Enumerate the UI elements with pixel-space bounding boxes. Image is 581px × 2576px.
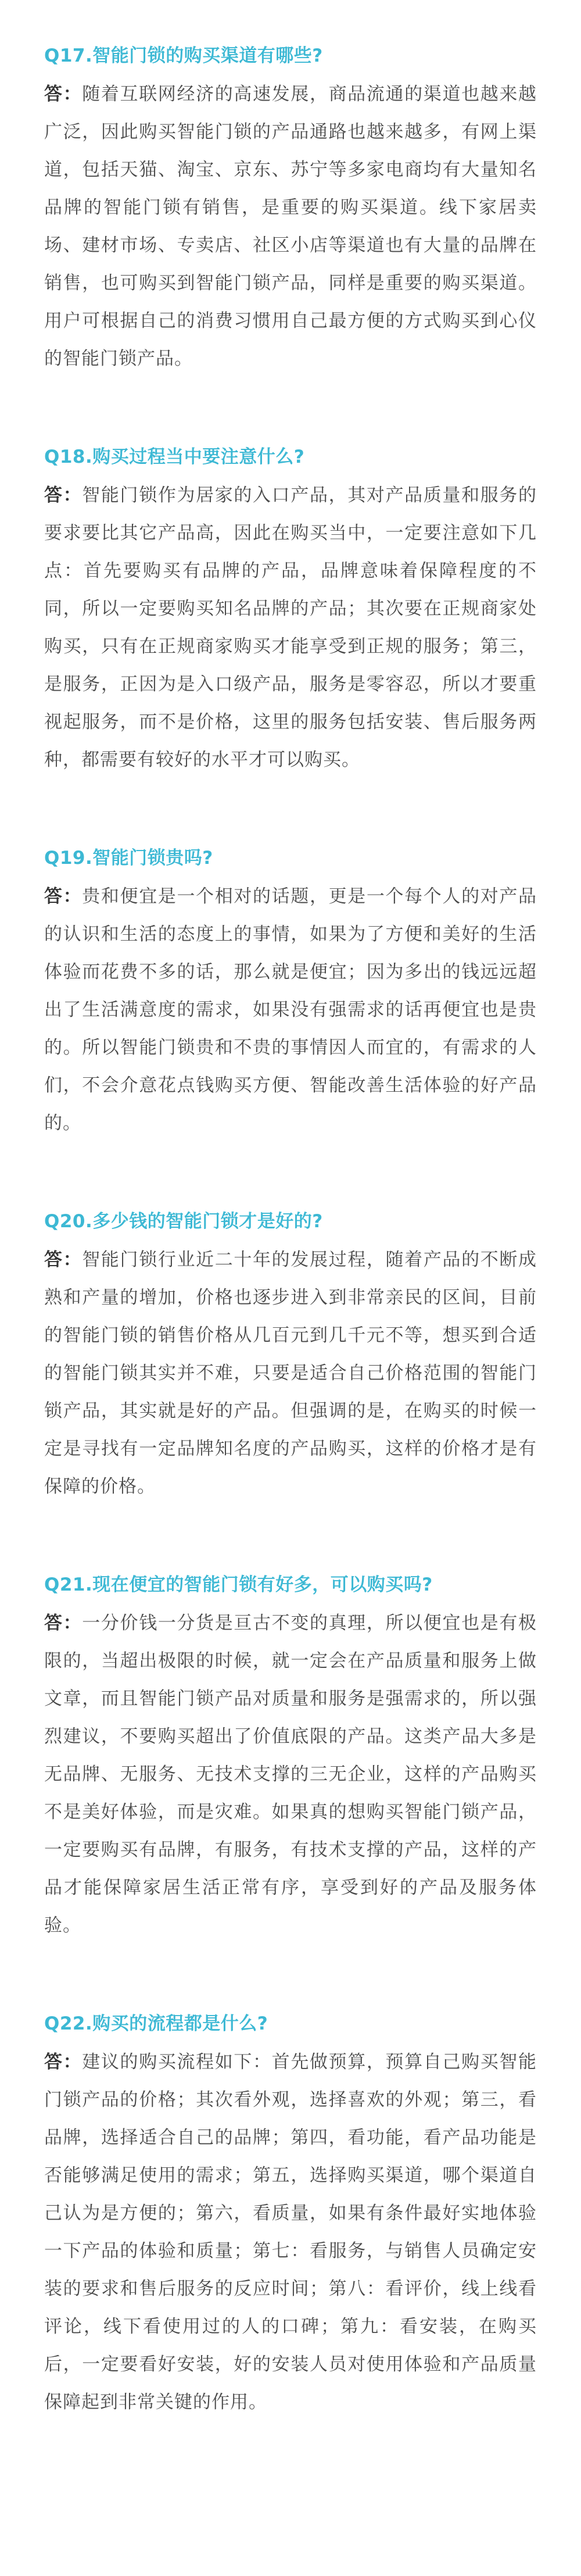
question-title: Q17.智能门锁的购买渠道有哪些?: [44, 45, 323, 66]
faq-item-q18: [44, 442, 537, 779]
answer-text: [44, 1241, 537, 1506]
question-title: Q20.多少钱的智能门锁才是好的?: [44, 1211, 323, 1232]
answer-text: [44, 1605, 537, 1945]
section-spacer: [44, 1142, 537, 1206]
answer-text: [44, 477, 537, 779]
answer-content: 贵和便宜是一个相对的话题，更是一个每个人的对产品的认识和生活的态度上的事情，如果为了方便和美好的生活体验而花费不多的话，那么就是便宜；因为多出的钱远远超出了生活满意度的需求，如果没有强需求的话再便宜也是贵的。所以智能门锁贵和不贵的事情因人而宜的，有需求的人们，不会介意花点钱购买方便、智能改善生活体验的好产品的。: [44, 886, 537, 1134]
answer-content: 随着互联网经济的高速发展，商品流通的渠道也越来越广泛，因此购买智能门锁的产品通路也越来越多，有网上渠道，包括天猫、淘宝、京东、苏宁等多家电商均有大量知名品牌的智能门锁有销售，是重要的购买渠道。线下家居卖场、建材市场、专卖店、社区小店等渠道也有大量的品牌在销售，也可购买到智能门锁产品，同样是重要的购买渠道。用户可根据自己的消费习惯用自己最方便的方式购买到心仪的智能门锁产品。: [44, 84, 537, 369]
question-title: Q18.购买过程当中要注意什么?: [44, 446, 305, 467]
answer-content: 智能门锁行业近二十年的发展过程，随着产品的不断成熟和产量的增加，价格也逐步进入到非常亲民的区间，目前的智能门锁的销售价格从几百元到几千元不等，想买到合适的智能门锁其实并不难，只要是适合自己价格范围的智能门锁产品，其实就是好的产品。但强调的是，在购买的时候一定是寻找有一定品牌知名度的产品购买，这样的价格才是有保障的价格。: [44, 1249, 537, 1497]
section-spacer: [44, 378, 537, 442]
answer-content: 建议的购买流程如下：首先做预算，预算自己购买智能门锁产品的价格；其次看外观，选择喜欢的外观；第三，看品牌，选择适合自己的品牌；第四，看功能，看产品功能是否能够满足使用的需求；第五，选择购买渠道，哪个渠道自己认为是方便的；第六，看质量，如果有条件最好实地体验一下产品的体验和质量；第七：看服务，与销售人员确定安装的要求和售后服务的反应时间；第八：看评价，线上线看评论，线下看使用过的人的口碑；第九：看安装，在购买后，一定要看好安装，好的安装人员对使用体验和产品质量保障起到非常关键的作用。: [44, 2052, 537, 2413]
answer-label: 答：: [44, 1249, 83, 1270]
answer-label: 答：: [44, 485, 83, 506]
faq-item-q20: [44, 1206, 537, 1506]
faq-item-q22: [44, 2009, 537, 2421]
faq-item-q17: [44, 41, 537, 378]
answer-text: [44, 76, 537, 378]
section-spacer: [44, 779, 537, 843]
faq-item-q19: [44, 843, 537, 1142]
answer-content: 一分价钱一分货是亘古不变的真理，所以便宜也是有极限的，当超出极限的时候，就一定会在产品质量和服务上做文章，而且智能门锁产品对质量和服务是强需求的，所以强烈建议，不要购买超出了价值底限的产品。这类产品大多是无品牌、无服务、无技术支撑的三无企业，这样的产品购买不是美好体验，而是灾难。如果真的想购买智能门锁产品，一定要购买有品牌，有服务，有技术支撑的产品，这样的产品才能保障家居生活正常有序，享受到好的产品及服务体验。: [44, 1613, 537, 1936]
answer-text: [44, 2043, 537, 2421]
answer-content: 智能门锁作为居家的入口产品，其对产品质量和服务的要求要比其它产品高，因此在购买当中，一定要注意如下几点：首先要购买有品牌的产品，品牌意味着保障程度的不同，所以一定要购买知名品牌的产品；其次要在正规商家处购买，只有在正规商家购买才能享受到正规的服务；第三，是服务，正因为是入口级产品，服务是零容忍，所以才要重视起服务，而不是价格，这里的服务包括安装、售后服务两种，都需要有较好的水平才可以购买。: [44, 485, 537, 770]
answer-label: 答：: [44, 1613, 83, 1634]
section-spacer: [44, 1506, 537, 1570]
answer-label: 答：: [44, 2052, 83, 2073]
answer-label: 答：: [44, 84, 83, 105]
answer-text: [44, 878, 537, 1142]
question-title: Q21.现在便宜的智能门锁有好多，可以购买吗?: [44, 1574, 433, 1595]
question-title: Q22.购买的流程都是什么?: [44, 2013, 268, 2034]
faq-item-q21: [44, 1570, 537, 1945]
section-spacer: [44, 1945, 537, 2009]
answer-label: 答：: [44, 886, 83, 907]
question-title: Q19.智能门锁贵吗?: [44, 848, 213, 869]
